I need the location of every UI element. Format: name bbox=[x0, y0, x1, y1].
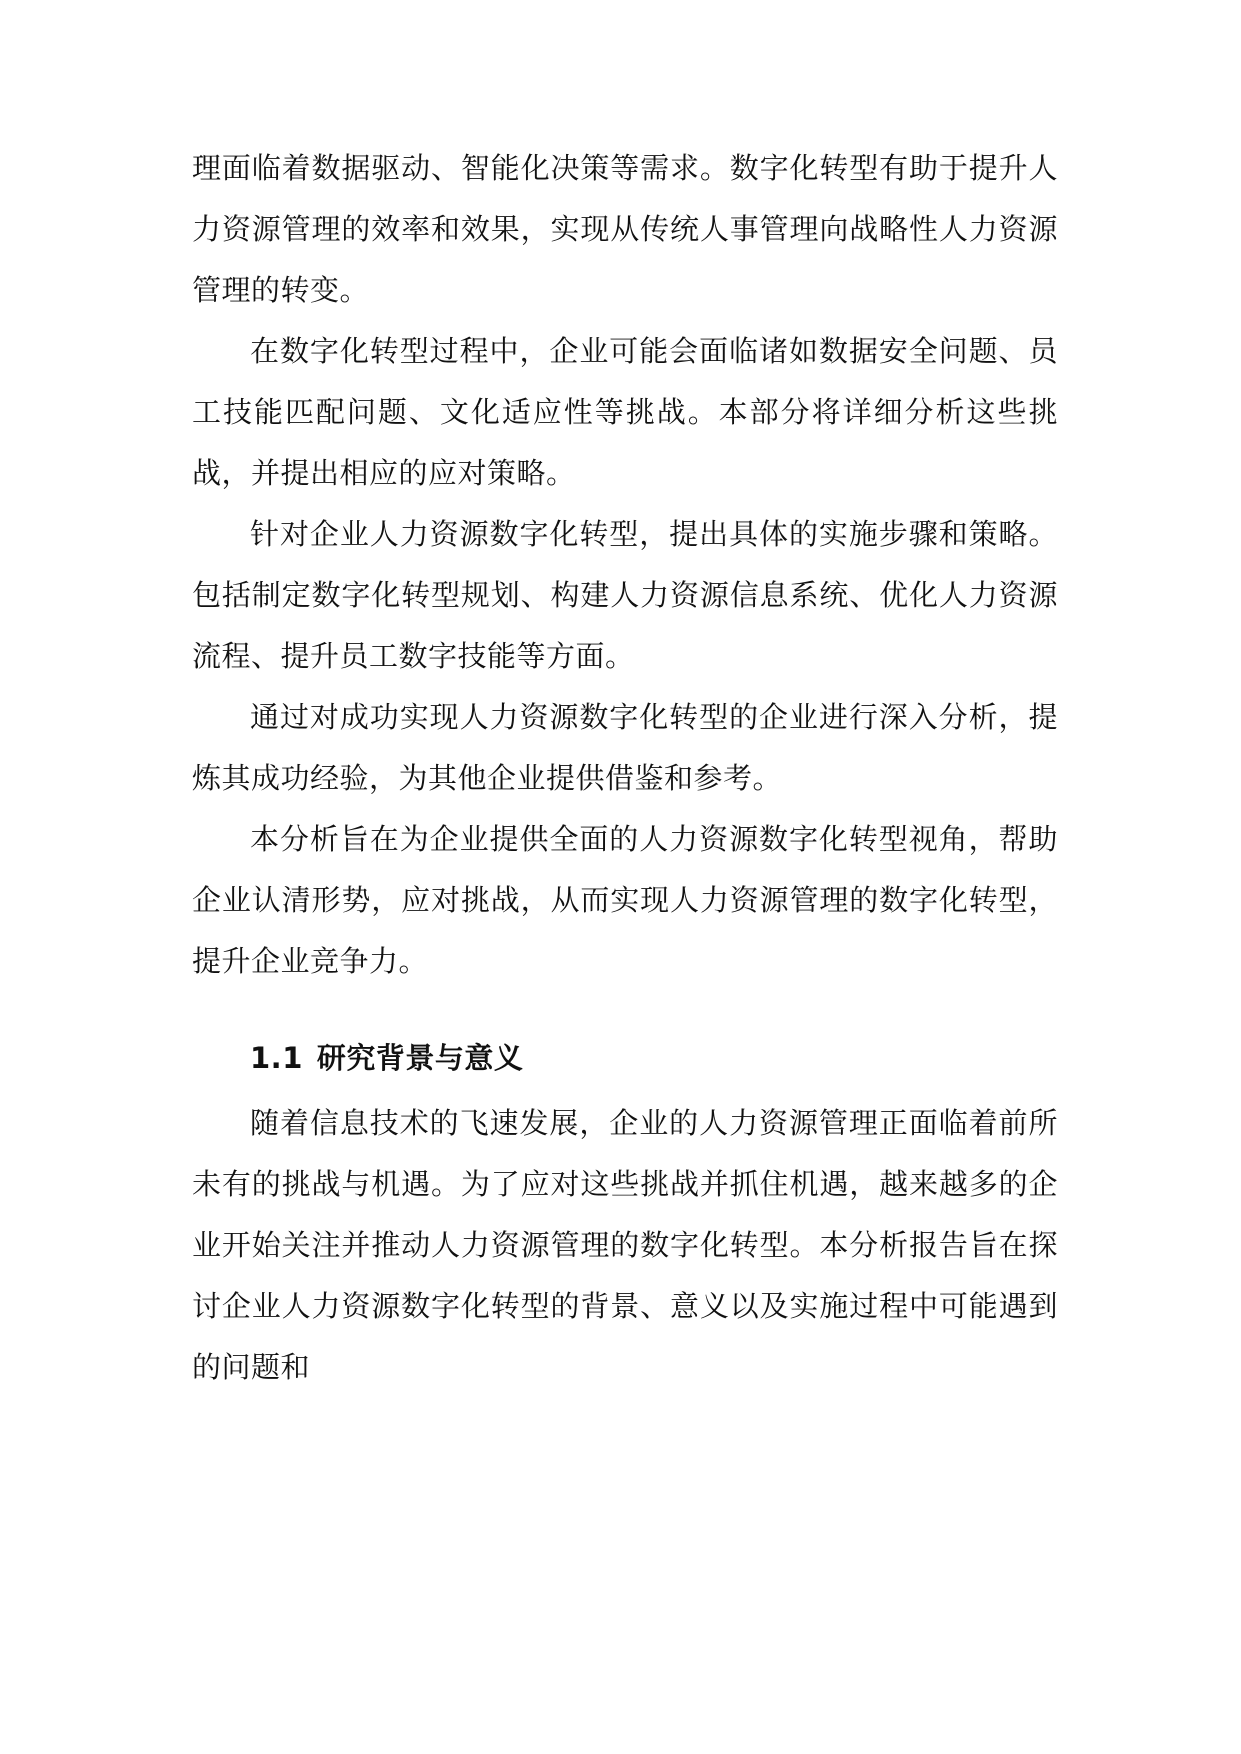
paragraph-background: 随着信息技术的飞速发展，企业的人力资源管理正面临着前所未有的挑战与机遇。为了应对这些挑战并抓住机遇，越来越多的企业开始关注并推动人力资源管理的数字化转型。本分析报告旨在探讨企业人力资源数字化转型的背景、意义以及实施过程中可能遇到的问题和 bbox=[192, 1106, 1058, 1384]
paragraph-cases: 通过对成功实现人力资源数字化转型的企业进行深入分析，提炼其成功经验，为其他企业提供借鉴和参考。 bbox=[192, 700, 1058, 795]
section-number: 1.1 bbox=[250, 1041, 303, 1075]
document-body bbox=[192, 138, 1058, 1398]
paragraph-challenges: 在数字化转型过程中，企业可能会面临诸如数据安全问题、员工技能匹配问题、文化适应性等挑战。本部分将详细分析这些挑战，并提出相应的应对策略。 bbox=[192, 334, 1058, 490]
paragraph-strategies: 针对企业人力资源数字化转型，提出具体的实施步骤和策略。包括制定数字化转型规划、构建人力资源信息系统、优化人力资源流程、提升员工数字技能等方面。 bbox=[192, 517, 1058, 673]
section-title: 研究背景与意义 bbox=[316, 1041, 524, 1075]
paragraph-summary: 本分析旨在为企业提供全面的人力资源数字化转型视角，帮助企业认清形势，应对挑战，从而实现人力资源管理的数字化转型，提升企业竞争力。 bbox=[192, 822, 1058, 978]
section-heading bbox=[250, 1028, 1058, 1089]
paragraph-continuation: 理面临着数据驱动、智能化决策等需求。数字化转型有助于提升人力资源管理的效率和效果，实现从传统人事管理向战略性人力资源管理的转变。 bbox=[192, 151, 1058, 307]
